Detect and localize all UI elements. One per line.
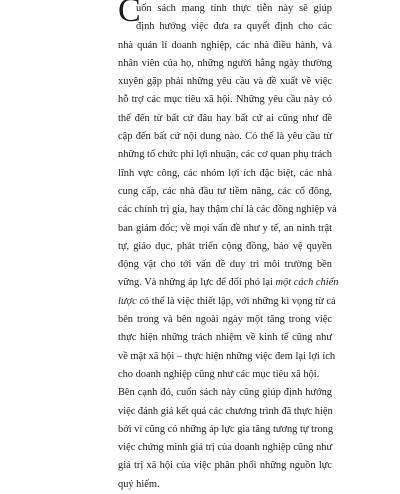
italic-text-segment: lược [118,295,137,307]
text-segment: cập đến bất cứ nội dung nào. Có thể là yêu cầu từ [118,131,332,143]
text-segment: vững. Và những áp lực để đối phó lại [118,277,276,289]
text-segment: về mặt xã hội – thực hiện những việc đem lại lợi ích [118,350,336,362]
text-line [118,183,332,201]
text-line [118,91,332,109]
text-line [118,274,339,292]
text-line [118,73,332,91]
text-segment: tự, giáo dục, phát triển cộng đồng, bảo vệ quyền [118,240,332,252]
text-line [118,457,332,475]
text-segment: giá trị xã hội của việc phân phối những nguồn lực [118,460,332,472]
text-line [118,293,336,311]
text-line [118,0,332,18]
text-segment: xuyên gặp phải những yêu cầu và đề xuất về việc [118,76,332,88]
text-line [118,403,332,421]
text-segment: việc chứng minh giá trị của doanh nghiệp cũng như [118,442,333,454]
text-segment: hỗ trợ các mục tiêu xã hội. Những yêu cầu này có [118,94,332,106]
text-line [118,366,332,384]
text-line [118,220,332,238]
text-line [118,329,332,347]
text-segment: bên trong và bên ngoài ngày một tăng trong việc [118,314,332,326]
text-line [118,421,332,439]
text-line [118,348,336,366]
text-line [118,146,332,164]
text-segment: nhân viên của họ, những người hằng ngày thường [118,57,332,69]
text-segment: bởi vì cũng có những áp lực gia tăng tương tự trong [118,423,334,435]
text-line [118,165,332,183]
text-segment: thể đến từ bất cứ đâu hay bất cứ ai cũng như đề [118,112,332,124]
text-segment: động vật cho tới vấn đề duy trì môi trường bền [118,259,332,271]
text-line [118,238,332,256]
text-line [118,128,332,146]
text-line [118,110,332,128]
text-segment: những tổ chức phi lợi nhuận, các cơ quan phụ trách [118,149,332,161]
text-line [118,384,332,402]
text-segment: có thể là việc thiết lập, với những kì vọng từ cả [136,295,336,307]
text-segment: việc đánh giá kết quả các chương trình đã thực hiện [118,405,333,417]
text-line [118,439,332,457]
text-segment: uốn sách mang tính thực tiễn này sẽ giúp [136,3,332,14]
text-line [118,311,332,329]
text-segment: quý hiếm. [118,478,160,490]
body-text [118,0,339,494]
italic-text-segment: một cách chiến [275,277,339,289]
text-segment: nhà quản lí doanh nghiệp, các nhà điều hành, và [118,39,332,51]
text-segment: ban giám đốc; về mọi vấn đề như y tế, an ninh trật [118,222,332,234]
text-segment: cho doanh nghiệp cũng như các mục tiêu xã hội. [118,368,320,380]
text-segment: Bên cạnh đó, cuốn sách này cũng giúp định hướng [118,387,332,399]
drop-cap: C [118,0,141,29]
text-segment: định hướng việc đưa ra quyết định cho các [136,21,332,33]
text-line [118,55,332,73]
text-segment: lĩnh vực công, các nhóm lợi ích đặc biệt, các nhà [118,167,332,179]
text-segment: các chính trị gia, hay thậm chí là các đồng nghiệp và [118,204,337,216]
text-line [118,256,332,274]
text-segment: cung cấp, các nhà đầu tư tiềm năng, các cổ đông, [118,185,332,197]
text-segment: thực hiện những trách nhiệm về kinh tế cũng như [118,332,332,344]
text-line [118,37,332,55]
text-line [118,201,337,219]
text-line [118,476,332,494]
text-line [118,18,332,36]
